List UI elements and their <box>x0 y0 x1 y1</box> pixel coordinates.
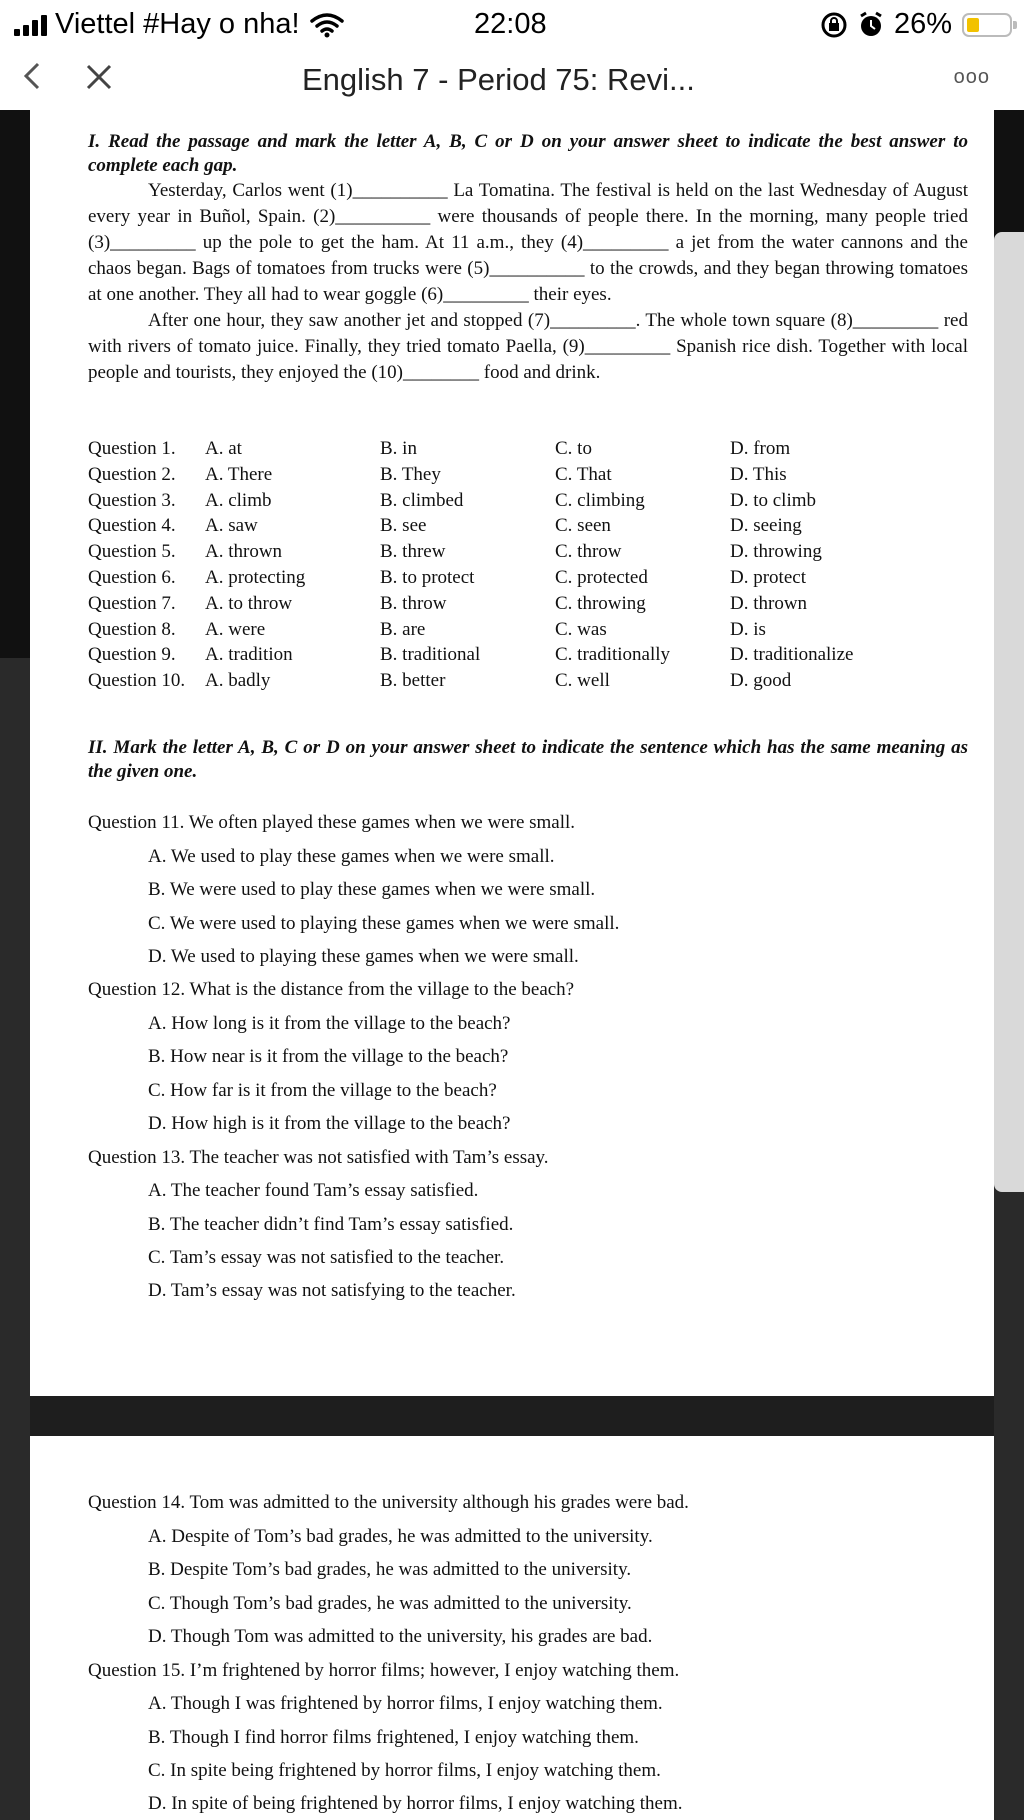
q11-option-d: D. We used to playing these games when we were small. <box>148 946 579 967</box>
option-a: A. to throw <box>205 592 293 614</box>
option-c: C. to <box>555 438 592 459</box>
option-d: D. thrown <box>730 592 808 614</box>
carrier-name: Viettel #Hay o nha! <box>55 8 300 40</box>
option-a: A. saw <box>205 515 258 537</box>
rotation-lock-icon <box>820 11 848 39</box>
option-a: A. at <box>205 438 242 459</box>
passage-paragraph-2: After one hour, they saw another jet and stopped (7)_________. The whole town square (8)_________ red with rivers of tomato juice. Finally, they tried tomato Paella, (9)_________ Spanish rice dish. Together with local people and tourists, they enjoyed the (10)________ food and drink. <box>88 310 968 383</box>
question-label: Question 7. <box>88 592 176 614</box>
question-row <box>88 619 930 645</box>
alarm-icon <box>858 11 884 39</box>
q11-option-b: B. We were used to play these games when we were small. <box>148 879 596 900</box>
background-left <box>0 110 30 658</box>
nav-bar <box>0 52 1024 110</box>
q13-option-c: C. Tam’s essay was not satisfied to the teacher. <box>148 1247 505 1268</box>
question-label: Question 3. <box>88 489 176 511</box>
q12-option-b: B. How near is it from the village to the beach? <box>148 1046 509 1067</box>
carrier <box>14 8 344 41</box>
question-13: Question 13. The teacher was not satisfied with Tam’s essay. <box>88 1147 549 1168</box>
more-options-button[interactable]: ooo <box>953 66 990 88</box>
passage-paragraph-1: Yesterday, Carlos went (1)__________ La Tomatina. The festival is held on the last Wednesday of August every year in Buñol, Spain. (2)__________ were thousands of people there. In the morning, many people tried (3)_________ up the pole to get the ham. At 11 a.m., they (4)_________ a jet from the water cannons and the chaos began. Bags of tomatoes from trucks were (5)__________ to the crowds, and they began throwing tomatoes at one another. They all had to wear goggle (6)_________ their eyes. <box>88 180 968 305</box>
option-c: C. That <box>555 463 612 485</box>
question-row <box>88 541 930 567</box>
wifi-icon <box>310 12 344 38</box>
option-b: B. are <box>380 618 426 640</box>
close-icon <box>84 58 114 94</box>
question-label: Question 1. <box>88 438 176 459</box>
option-b: B. climbed <box>380 489 464 511</box>
document-page-1 <box>30 110 994 1396</box>
q13-option-a: A. The teacher found Tam’s essay satisfied. <box>148 1180 479 1201</box>
close-button[interactable] <box>84 58 114 103</box>
status-bar <box>0 0 1024 52</box>
page-title: English 7 - Period 75: Revi... <box>302 62 695 97</box>
option-c: C. throwing <box>555 592 646 614</box>
option-c: C. protected <box>555 566 648 588</box>
question-row <box>88 490 930 516</box>
page-separator <box>30 1396 994 1436</box>
question-label: Question 9. <box>88 644 176 666</box>
section-2-heading: II. Mark the letter A, B, C or D on your answer sheet to indicate the sentence which has the same meaning as the given one. <box>88 737 968 782</box>
option-c: C. was <box>555 618 607 640</box>
q15-option-c: C. In spite being frightened by horror films, I enjoy watching them. <box>148 1760 661 1781</box>
option-d: D. from <box>730 438 791 459</box>
q14-option-b: B. Despite Tom’s bad grades, he was admitted to the university. <box>148 1559 632 1580</box>
section-1-heading: I. Read the passage and mark the letter A, B, C or D on your answer sheet to indicate the best answer to complete each gap. <box>88 131 968 176</box>
option-c: C. climbing <box>555 489 645 511</box>
option-a: A. climb <box>205 489 272 511</box>
q12-option-a: A. How long is it from the village to the beach? <box>148 1013 511 1034</box>
question-label: Question 5. <box>88 541 176 563</box>
q14-option-d: D. Though Tom was admitted to the university, his grades are bad. <box>148 1626 653 1647</box>
option-d: D. throwing <box>730 541 822 563</box>
option-d: D. protect <box>730 566 806 588</box>
question-15: Question 15. I’m frightened by horror films; however, I enjoy watching them. <box>88 1660 680 1681</box>
back-button[interactable] <box>20 58 42 104</box>
option-d: D. traditionalize <box>730 644 854 666</box>
question-row <box>88 593 930 619</box>
option-a: A. badly <box>205 670 271 692</box>
battery-percent: 26% <box>893 8 952 40</box>
document-page-2 <box>30 1436 994 1820</box>
option-d: D. is <box>730 618 766 640</box>
question-row <box>88 644 930 670</box>
option-d: D. This <box>730 463 787 485</box>
option-d: D. seeing <box>730 515 802 537</box>
option-d: D. good <box>730 670 792 692</box>
battery-icon <box>962 13 1012 37</box>
option-c: C. seen <box>555 515 611 537</box>
option-c: C. throw <box>555 541 622 563</box>
q15-option-d: D. In spite of being frightened by horror films, I enjoy watching them. <box>148 1793 683 1814</box>
question-14: Question 14. Tom was admitted to the university although his grades were bad. <box>88 1492 689 1513</box>
option-b: B. in <box>380 438 417 459</box>
q15-option-b: B. Though I find horror films frightened, I enjoy watching them. <box>148 1727 639 1748</box>
option-b: B. traditional <box>380 644 481 666</box>
option-b: B. better <box>380 670 446 692</box>
question-label: Question 8. <box>88 618 176 640</box>
option-a: A. protecting <box>205 566 306 588</box>
passage <box>88 178 968 386</box>
q13-option-b: B. The teacher didn’t find Tam’s essay satisfied. <box>148 1214 514 1235</box>
question-row <box>88 515 930 541</box>
q12-option-c: C. How far is it from the village to the beach? <box>148 1080 497 1101</box>
q11-option-a: A. We used to play these games when we were small. <box>148 846 555 867</box>
signal-icon <box>14 14 47 36</box>
option-a: A. were <box>205 618 266 640</box>
q11-option-c: C. We were used to playing these games when we were small. <box>148 913 620 934</box>
q12-option-d: D. How high is it from the village to the beach? <box>148 1113 511 1134</box>
q14-option-a: A. Despite of Tom’s bad grades, he was admitted to the university. <box>148 1526 653 1547</box>
chevron-left-icon <box>20 58 42 94</box>
question-table <box>88 438 930 696</box>
option-a: A. tradition <box>205 644 293 666</box>
question-row <box>88 438 930 464</box>
option-c: C. well <box>555 670 610 692</box>
option-b: B. see <box>380 515 427 537</box>
question-11: Question 11. We often played these games when we were small. <box>88 812 576 833</box>
scrollbar[interactable] <box>994 232 1024 1192</box>
question-12: Question 12. What is the distance from the village to the beach? <box>88 979 575 1000</box>
q14-option-c: C. Though Tom’s bad grades, he was admitted to the university. <box>148 1593 632 1614</box>
question-row <box>88 670 930 696</box>
question-label: Question 6. <box>88 566 176 588</box>
option-a: A. thrown <box>205 541 283 563</box>
question-label: Question 2. <box>88 463 176 485</box>
option-b: B. to protect <box>380 566 475 588</box>
question-label: Question 10. <box>88 670 186 692</box>
q15-option-a: A. Though I was frightened by horror films, I enjoy watching them. <box>148 1693 663 1714</box>
option-d: D. to climb <box>730 489 817 511</box>
option-b: B. throw <box>380 592 447 614</box>
option-c: C. traditionally <box>555 644 671 666</box>
clock: 22:08 <box>474 8 547 40</box>
question-row <box>88 464 930 490</box>
option-b: B. They <box>380 463 441 485</box>
question-row <box>88 567 930 593</box>
question-label: Question 4. <box>88 515 176 537</box>
q13-option-d: D. Tam’s essay was not satisfying to the teacher. <box>148 1280 516 1301</box>
option-b: B. threw <box>380 541 446 563</box>
option-a: A. There <box>205 463 273 485</box>
